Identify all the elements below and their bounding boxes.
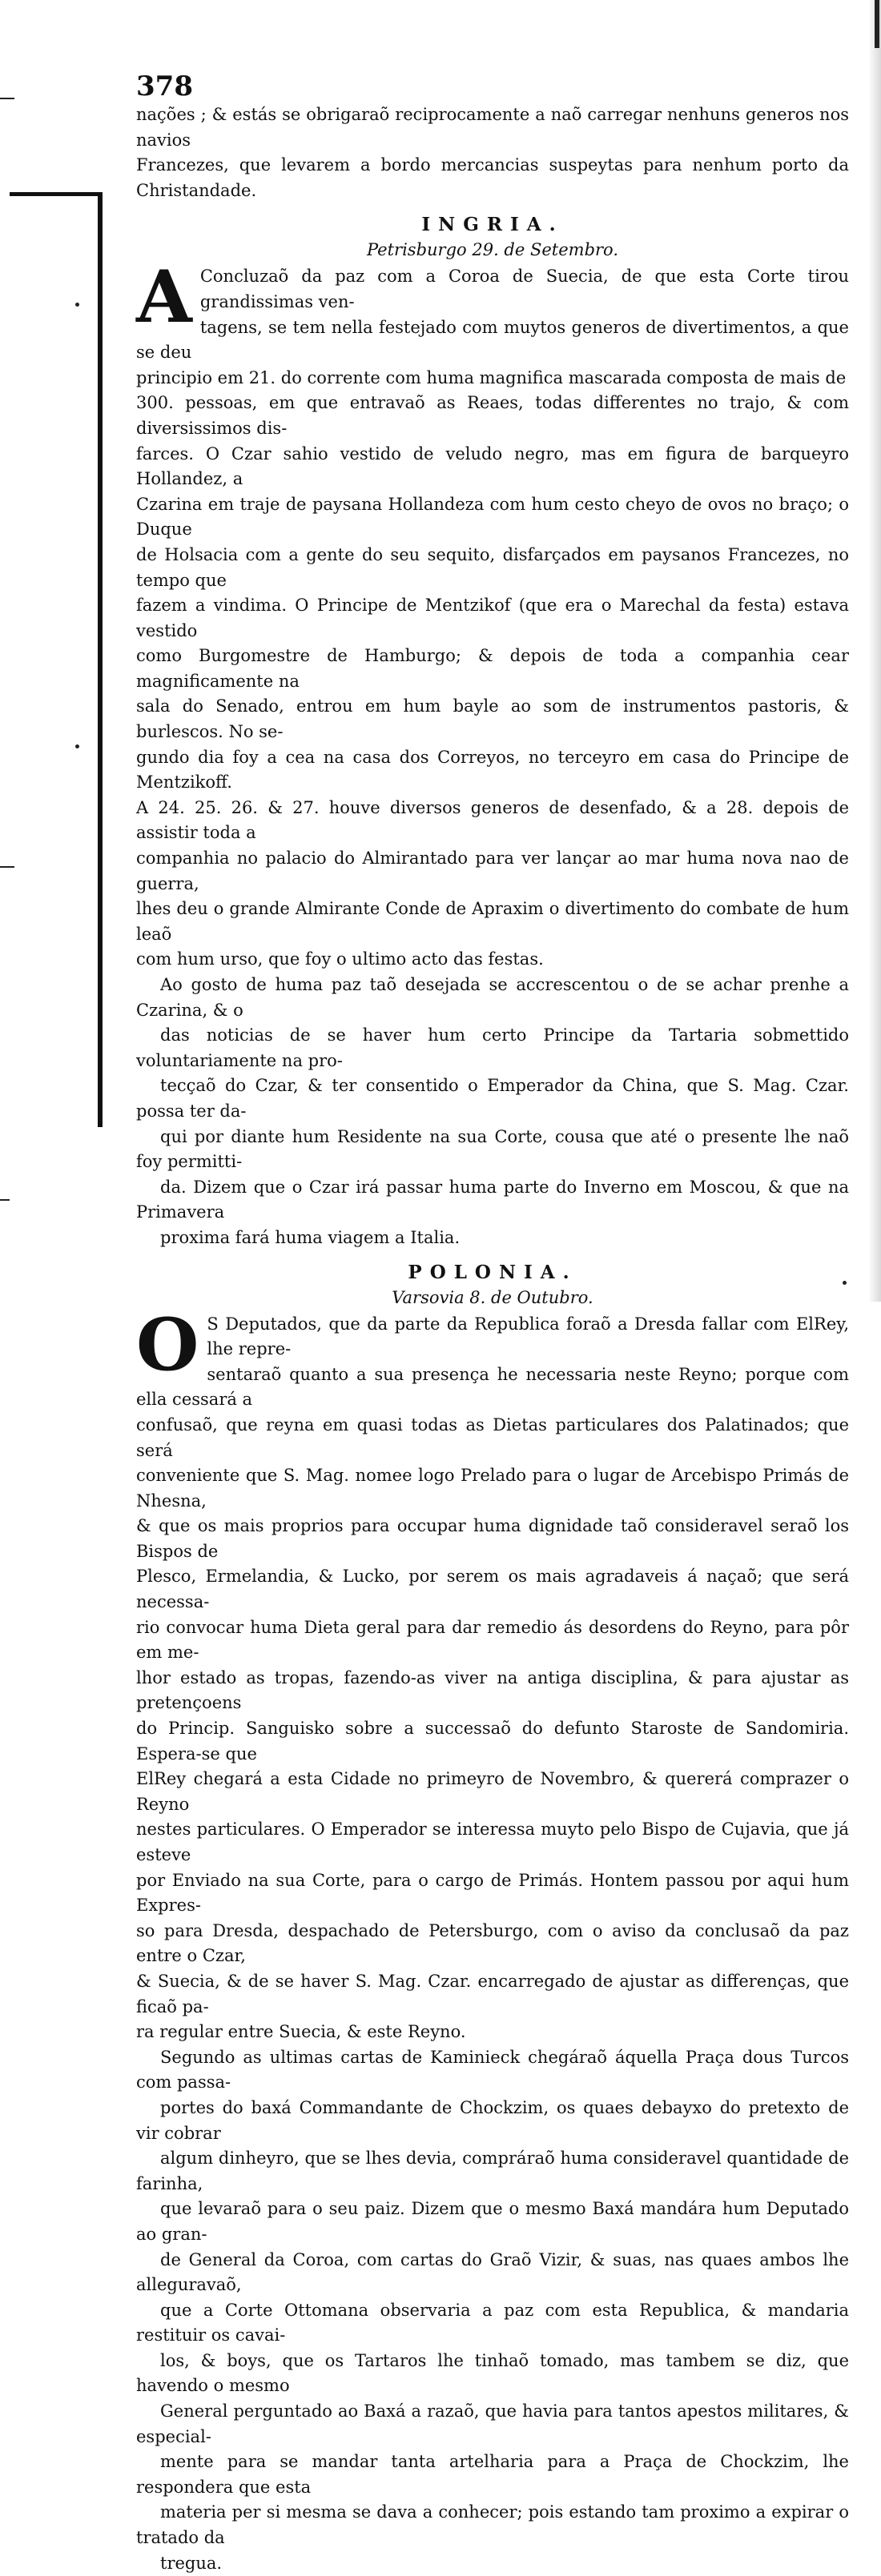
text-line: que a Corte Ottomana observaria a paz com esta Republica, & mandaria restituir os cavai- bbox=[136, 2300, 849, 2345]
text-line: Plesco, Ermelandia, & Lucko, por serem os mais agradaveis á naçaõ; que será necessa- bbox=[136, 1567, 849, 1612]
intro-paragraph bbox=[136, 102, 849, 203]
text-line: fazem a vindima. O Principe de Mentzikof (que era o Marechal da festa) estava vestido bbox=[136, 596, 849, 640]
text-line: que levaraõ para o seu paiz. Dizem que o mesmo Baxá mandára hum Deputado ao gran- bbox=[136, 2199, 849, 2244]
text-line: tecçaõ do Czar, & ter consentido o Emperador da China, que S. Mag. Czar. possa ter da- bbox=[136, 1076, 849, 1121]
page-content bbox=[136, 70, 849, 2576]
sections bbox=[136, 211, 849, 2576]
text-line: A 24. 25. 26. & 27. houve diversos generos de desenfado, & a 28. depois de assistir toda a bbox=[136, 797, 849, 843]
corner-mark bbox=[875, 0, 879, 48]
text-line: conveniente que S. Mag. nomee logo Prelado para o lugar de Arcebispo Primás de Nhesna, bbox=[136, 1466, 849, 1511]
text-line: proxima fará huma viagem a Italia. bbox=[160, 1227, 461, 1247]
text-line: principio em 21. do corrente com huma magnifica mascarada composta de mais de bbox=[136, 367, 847, 387]
text-line: nações ; & estás se obrigaraõ reciprocamente a naõ carregar nenhuns generos nos navios bbox=[136, 105, 849, 150]
margin-dot bbox=[75, 303, 79, 307]
text-line: so para Dresda, despachado de Petersburgo, com o aviso da conclusaõ da paz entre o Czar, bbox=[136, 1920, 849, 1966]
margin-tick bbox=[0, 1199, 10, 1201]
binding-rule-vertical bbox=[98, 192, 103, 1127]
text-line: Czarina em traje de paysana Hollandeza com hum cesto cheyo de ovos no braço; o Duque bbox=[136, 494, 849, 540]
text-line: com hum urso, que foy o ultimo acto das festas. bbox=[136, 949, 544, 969]
text-line: Segundo as ultimas cartas de Kaminieck chegáraõ áquella Praça dous Turcos com passa- bbox=[136, 2047, 849, 2092]
body-paragraph bbox=[136, 2045, 849, 2576]
section-dateline: Varsovia 8. de Outubro. bbox=[392, 1287, 593, 1307]
text-line: los, & boys, que os Tartaros lhe tinhaõ tomado, mas tambem se diz, que havendo o mesmo bbox=[136, 2350, 849, 2396]
text-line: materia per si mesma se dava a conhecer; pois estando tam proximo a expirar o tratado da bbox=[136, 2502, 849, 2548]
text-line: gundo dia foy a cea na casa dos Correyos, no terceyro em casa do Principe de Mentzikoff. bbox=[136, 747, 849, 792]
text-line: por Enviado na sua Corte, para o cargo de Primás. Hontem passou por aqui hum Expres- bbox=[136, 1870, 849, 1916]
text-line: tregua. bbox=[160, 2553, 223, 2573]
text-line: Francezes, que levarem a bordo mercancias suspeytas para nenhum porto da Christandade. bbox=[136, 155, 849, 200]
text-line: lhes deu o grande Almirante Conde de Apraxim o divertimento do combate de hum leaõ bbox=[136, 899, 849, 944]
text-line: farces. O Czar sahio vestido de veludo negro, mas em figura de barqueyro Hollandez, a bbox=[136, 443, 849, 489]
margin-dot bbox=[75, 744, 79, 748]
section-dateline: Petrisburgo 29. de Setembro. bbox=[367, 240, 618, 260]
margin-tick bbox=[0, 98, 14, 99]
text-line: 300. pessoas, em que entravaõ as Reaes, todas differentes no trajo, & com diversissimos dis- bbox=[136, 393, 849, 438]
body-paragraph bbox=[136, 1302, 849, 2045]
text-line: qui por diante hum Residente na sua Corte, cousa que até o presente lhe naõ foy permitti- bbox=[136, 1126, 849, 1172]
news-section bbox=[136, 1259, 849, 2576]
text-line: nestes particulares. O Emperador se interessa muyto pelo Bispo de Cujavia, que já esteve bbox=[136, 1820, 849, 1864]
text-line: Ao gosto de huma paz taõ desejada se accrescentou o de se achar prenhe a Czarina, & o bbox=[136, 975, 849, 1020]
drop-cap: A bbox=[136, 255, 192, 340]
news-section bbox=[136, 211, 849, 1250]
section-title: POLONIA. bbox=[408, 1261, 577, 1283]
text-line: portes do baxá Commandante de Chockzim, os quaes debayxo do pretexto de vir cobrar bbox=[136, 2097, 849, 2143]
text-line: ra regular entre Suecia, & este Reyno. bbox=[136, 2022, 466, 2042]
text-line: & que os mais proprios para occupar huma dignidade taõ consideravel seraõ los Bispos de bbox=[136, 1516, 849, 1561]
text-line: mente para se mandar tanta artelharia para a Praça de Chockzim, lhe respondera que esta bbox=[136, 2452, 849, 2497]
text-line: S Deputados, que da parte da Republica foraõ a Dresda fallar com ElRey, lhe repre- bbox=[207, 1314, 849, 1359]
binding-rule-top bbox=[10, 192, 103, 196]
text-line: sentaraõ quanto a sua presença he necessaria neste Reyno; porque com ella cessará a bbox=[136, 1364, 849, 1410]
text-line: rio convocar huma Dieta geral para dar remedio ás desordens do Reyno, para pôr em me- bbox=[136, 1617, 849, 1663]
text-line: tagens, se tem nella festejado com muytos generos de divertimentos, a que se deu bbox=[136, 317, 849, 363]
text-line: & Suecia, & de se haver S. Mag. Czar. encarregado de ajustar as differenças, que ficaõ pa- bbox=[136, 1971, 849, 2016]
text-line: Concluzaõ da paz com a Coroa de Suecia, de que esta Corte tirou grandissimas ven- bbox=[199, 267, 849, 311]
page-edge-shadow bbox=[868, 0, 881, 1302]
body-paragraph bbox=[136, 973, 849, 1251]
page-number: 378 bbox=[136, 70, 193, 102]
text-line: do Princip. Sanguisko sobre a successaõ do defunto Staroste de Sandomiria. Espera-se que bbox=[136, 1719, 849, 1763]
text-line: ElRey chegará a esta Cidade no primeyro de Novembro, & quererá comprazer o Reyno bbox=[136, 1769, 849, 1814]
text-line: confusaõ, que reyna em quasi todas as Dietas particulares dos Palatinados; que será bbox=[136, 1414, 849, 1460]
text-line: General perguntado ao Baxá a razaõ, que havia para tantos apestos militares, & especial- bbox=[136, 2401, 849, 2446]
section-title: INGRIA. bbox=[421, 214, 564, 236]
text-line: companhia no palacio do Almirantado para ver lançar ao mar huma nova nao de guerra, bbox=[136, 849, 849, 893]
body-paragraph bbox=[136, 255, 849, 973]
margin-tick bbox=[0, 866, 14, 868]
text-line: sala do Senado, entrou em hum bayle ao som de instrumentos pastoris, & burlescos. No se- bbox=[136, 696, 849, 742]
text-line: algum dinheyro, que se lhes devia, compráraõ huma consideravel quantidade de farinha, bbox=[136, 2149, 849, 2193]
text-line: como Burgomestre de Hamburgo; & depois de toda a companhia cear magnificamente na bbox=[136, 646, 849, 691]
text-line: da. Dizem que o Czar irá passar huma parte do Inverno em Moscou, & que na Primavera bbox=[136, 1177, 849, 1222]
text-line: de General da Coroa, com cartas do Graõ Vizir, & suas, nas quaes ambos lhe alleguravaõ, bbox=[136, 2249, 849, 2295]
text-line: lhor estado as tropas, fazendo-as viver na antiga disciplina, & para ajustar as pretençoens bbox=[136, 1667, 849, 1713]
drop-cap: O bbox=[136, 1302, 199, 1387]
text-line: de Holsacia com a gente do seu sequito, disfarçados em paysanos Francezes, no tempo que bbox=[136, 544, 849, 590]
text-line: das noticias de se haver hum certo Principe da Tartaria sobmettido voluntariamente na pro- bbox=[136, 1025, 849, 1070]
